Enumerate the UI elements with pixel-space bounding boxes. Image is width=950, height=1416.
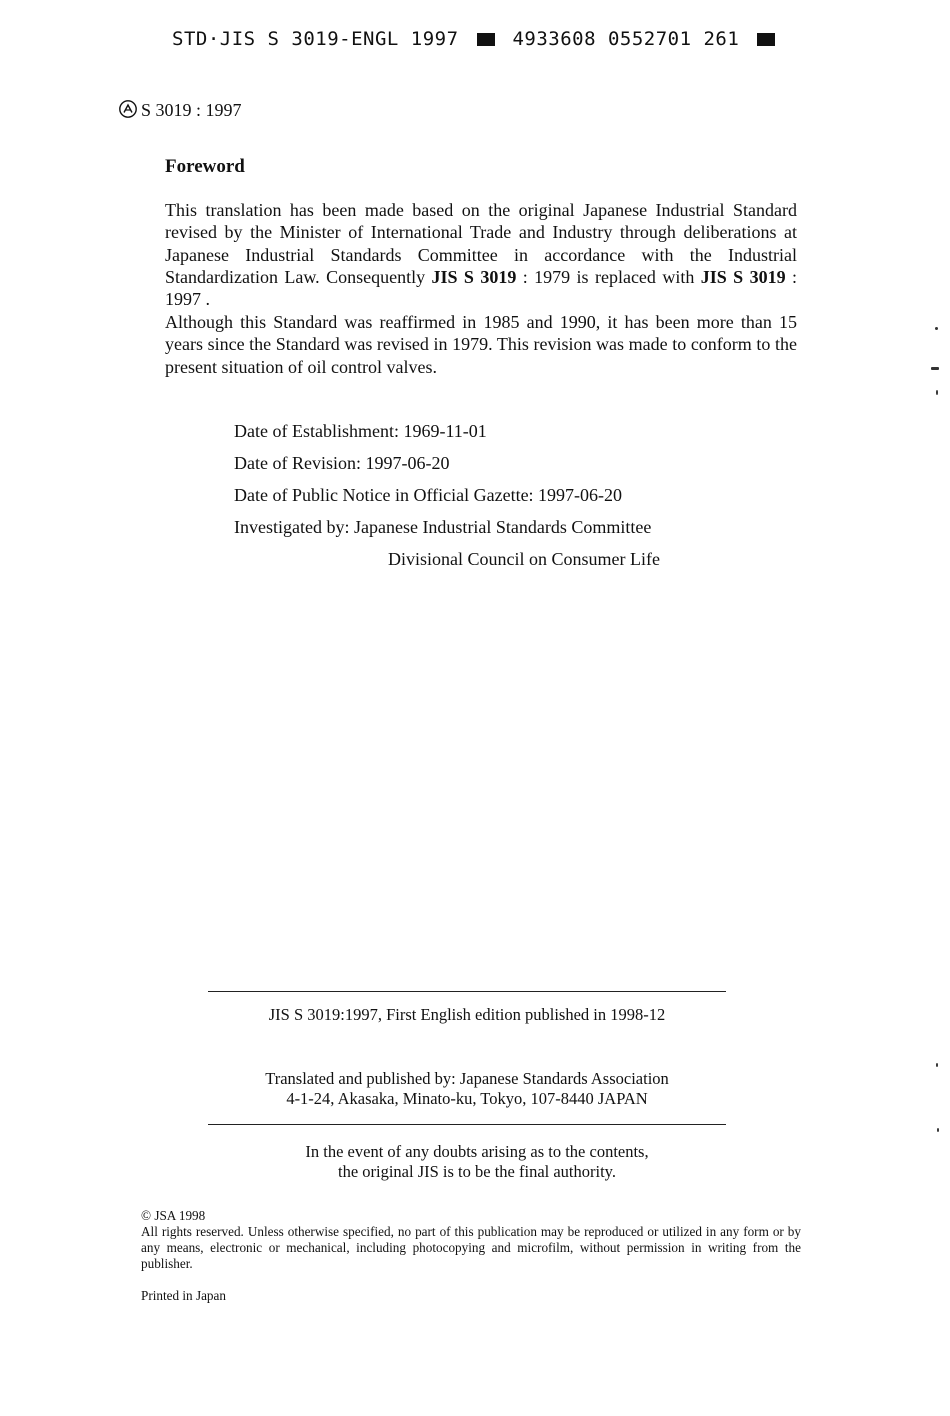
para1-text-e: : 1997 . bbox=[165, 266, 798, 310]
jis-mark-icon bbox=[118, 99, 138, 119]
date-of-establishment: Date of Establishment: 1969-11-01 bbox=[234, 421, 487, 441]
divider-top bbox=[208, 991, 726, 992]
para1-text-a: This translation has been made based on the original Japanese Industrial Standard revised by the Minister of International Trade and Industry through deliberations at Japanese Industrial Standards Committee in accordance with the Industrial Standardization Law. Consequently bbox=[165, 200, 797, 287]
date-of-revision: Date of Revision: 1997-06-20 bbox=[234, 453, 450, 473]
foreword-paragraph-2: Although this Standard was reaffirmed in 1985 and 1990, it has been more than 15 years since the Standard was revised in 1979. This revision was made to conform to the present situation of oil control valves. bbox=[165, 312, 797, 377]
standard-number-text: S 3019 : 1997 bbox=[141, 100, 242, 120]
para1-text-c: : 1979 is replaced with bbox=[516, 266, 701, 287]
foreword-paragraph-1 bbox=[165, 199, 797, 310]
scan-speck bbox=[931, 367, 939, 370]
scan-speck bbox=[935, 327, 938, 330]
para1-std-new: JIS S 3019 bbox=[700, 266, 786, 287]
investigating-council: Divisional Council on Consumer Life bbox=[388, 549, 660, 569]
document-serial: 4933608 0552701 261 bbox=[512, 28, 740, 50]
copyright-notice: © JSA 1998 bbox=[141, 1208, 206, 1223]
authority-note-line-2: the original JIS is to be the final authority. bbox=[337, 1162, 616, 1181]
foreword-heading: Foreword bbox=[165, 156, 245, 177]
rights-reserved-text: All rights reserved. Unless otherwise specified, no part of this publication may be reproduced or utilized in any form or by any means, electronic or mechanical, including photocopying and microfilm, without permission in writing from the publisher. bbox=[141, 1224, 801, 1271]
barcode-block-2 bbox=[757, 33, 775, 46]
date-of-public-notice: Date of Public Notice in Official Gazette: 1997-06-20 bbox=[234, 485, 623, 505]
document-code: STD·JIS S 3019-ENGL 1997 bbox=[172, 28, 459, 50]
divider-bottom bbox=[208, 1124, 726, 1125]
investigated-by: Investigated by: Japanese Industrial Standards Committee bbox=[234, 517, 652, 537]
scan-speck bbox=[936, 1063, 938, 1067]
scan-speck bbox=[937, 1128, 939, 1132]
scan-speck bbox=[936, 390, 938, 395]
para1-std-old: JIS S 3019 bbox=[431, 266, 517, 287]
barcode-block-1 bbox=[477, 33, 495, 46]
publisher-address: 4-1-24, Akasaka, Minato-ku, Tokyo, 107-8440 JAPAN bbox=[286, 1089, 648, 1108]
document-id-header bbox=[172, 28, 781, 50]
publisher-line: Translated and published by: Japanese Standards Association bbox=[265, 1069, 669, 1088]
edition-statement: JIS S 3019:1997, First English edition published in 1998-12 bbox=[268, 1005, 666, 1024]
standard-number bbox=[118, 99, 242, 121]
authority-note-line-1: In the event of any doubts arising as to the contents, bbox=[305, 1142, 649, 1161]
printed-in: Printed in Japan bbox=[141, 1288, 226, 1303]
